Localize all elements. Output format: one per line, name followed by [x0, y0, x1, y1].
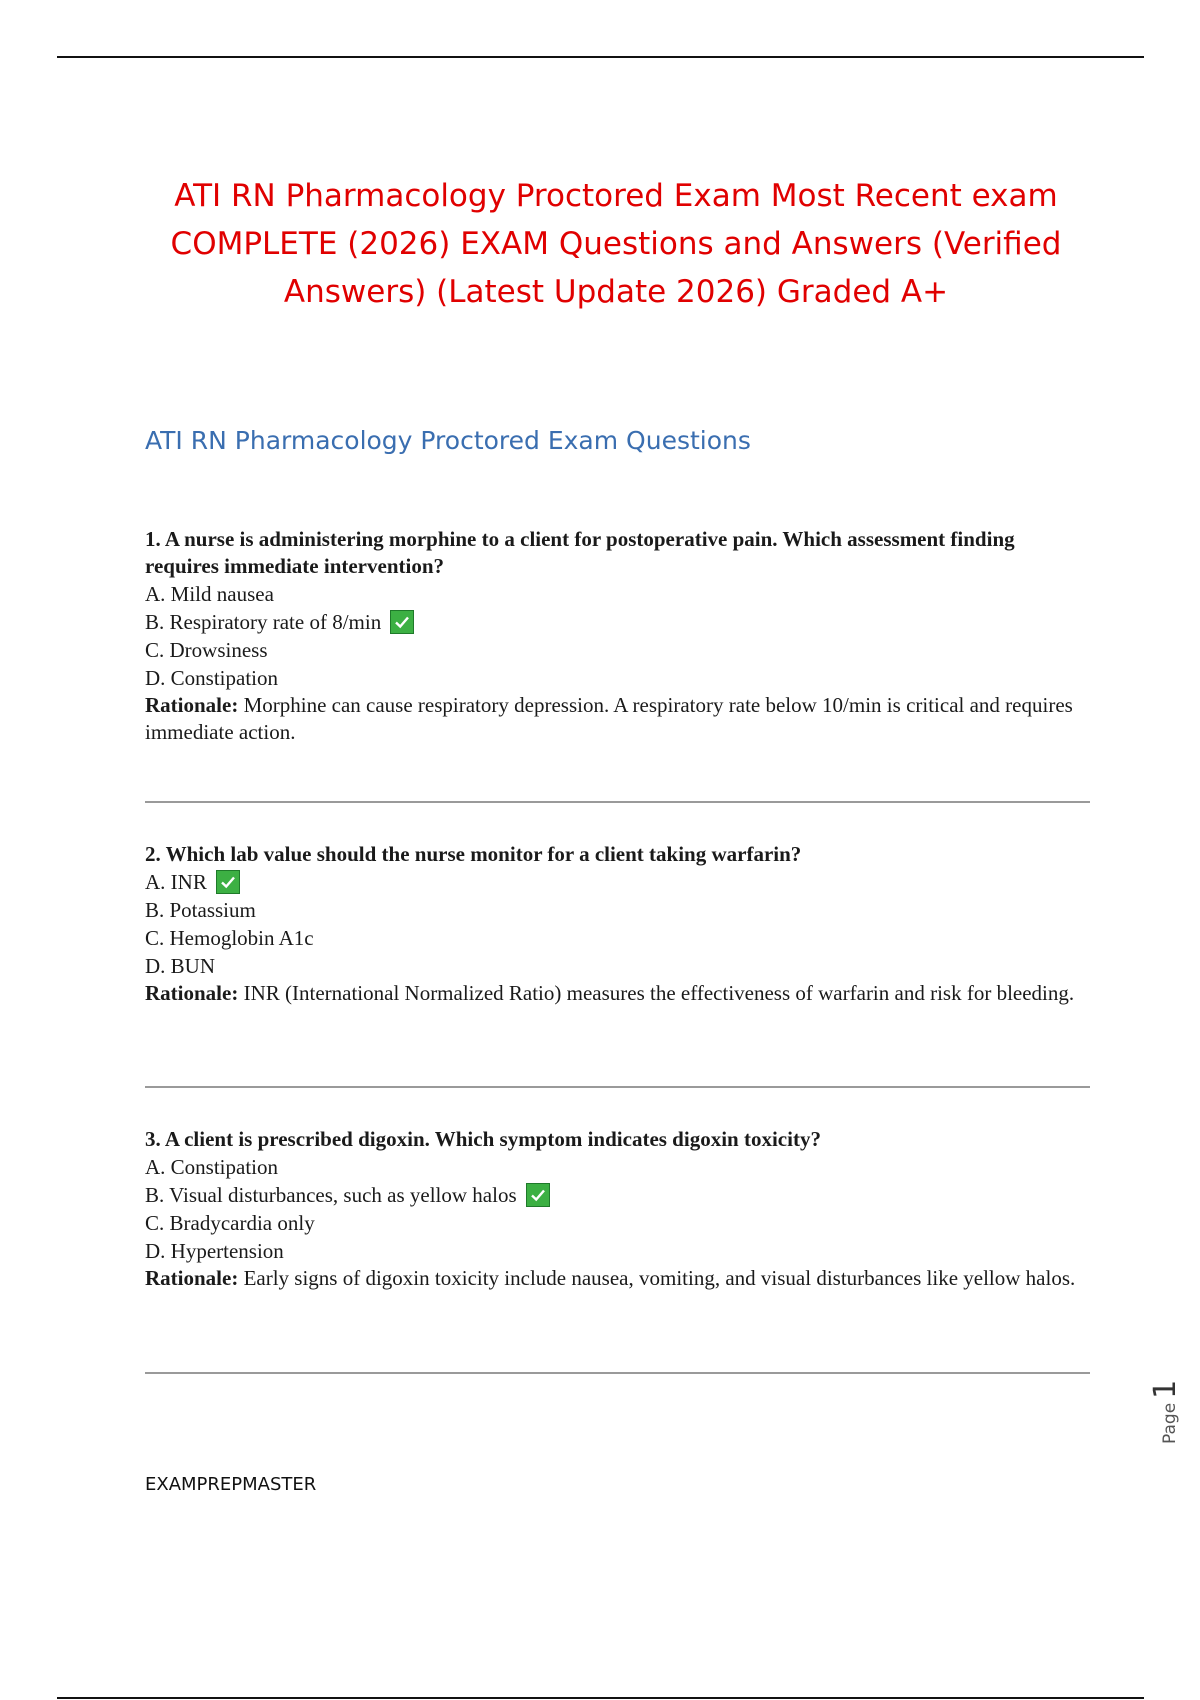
option-c: C. Bradycardia only: [145, 1210, 315, 1235]
title-line-3: Answers) (Latest Update 2026) Graded A+: [283, 274, 949, 310]
question-stem: 1. A nurse is administering morphine to a client for postoperative pain. Which assessment finding requires immediate intervention?: [145, 527, 1015, 578]
option-b: B. Visual disturbances, such as yellow halos: [145, 1181, 1075, 1209]
option-d: D. Hypertension: [145, 1238, 284, 1263]
check-box-icon: [216, 870, 240, 894]
question-separator: [145, 801, 1090, 803]
option-b: B. Respiratory rate of 8/min: [145, 608, 1090, 636]
title-line-2: COMPLETE (2026) EXAM Questions and Answers (Verified: [170, 226, 1062, 262]
rationale: Rationale: Morphine can cause respiratory depression. A respiratory rate below 10/min is critical and requires immediate action.: [145, 693, 1073, 744]
title-line-1: ATI RN Pharmacology Proctored Exam Most Recent exam: [174, 178, 1058, 214]
option-d: D. Constipation: [145, 665, 279, 690]
page-marker: [1148, 1380, 1183, 1444]
question-stem: 2. Which lab value should the nurse monitor for a client taking warfarin?: [145, 842, 802, 866]
header-rule: [57, 56, 1144, 58]
check-box-icon: [526, 1183, 550, 1207]
option-b: B. Potassium: [145, 897, 256, 922]
question-separator: [145, 1372, 1090, 1374]
page-number: 1: [1148, 1379, 1183, 1399]
option-a: A. Constipation: [145, 1154, 279, 1179]
option-d: D. BUN: [145, 953, 216, 978]
question-separator: [145, 1086, 1090, 1088]
page-label: Page: [1160, 1402, 1180, 1444]
question-stem: 3. A client is prescribed digoxin. Which symptom indicates digoxin toxicity?: [145, 1127, 821, 1151]
question-3: [145, 1126, 1075, 1292]
document-title: [146, 172, 1086, 316]
check-box-icon: [390, 610, 414, 634]
question-2: [145, 841, 1074, 1007]
footer-brand: EXAMPREPMASTER: [145, 1474, 317, 1495]
rationale: Rationale: INR (International Normalized Ratio) measures the effectiveness of warfarin and risk for bleeding.: [145, 981, 1075, 1005]
option-c: C. Drowsiness: [145, 637, 268, 662]
option-c: C. Hemoglobin A1c: [145, 925, 314, 950]
footer-rule: [57, 1697, 1144, 1699]
question-1: [145, 526, 1090, 746]
option-a: A. Mild nausea: [145, 581, 274, 606]
rationale: Rationale: Early signs of digoxin toxicity include nausea, vomiting, and visual disturbances like yellow halos.: [145, 1266, 1076, 1290]
option-a: A. INR: [145, 868, 1074, 896]
section-heading: ATI RN Pharmacology Proctored Exam Questions: [145, 426, 751, 455]
